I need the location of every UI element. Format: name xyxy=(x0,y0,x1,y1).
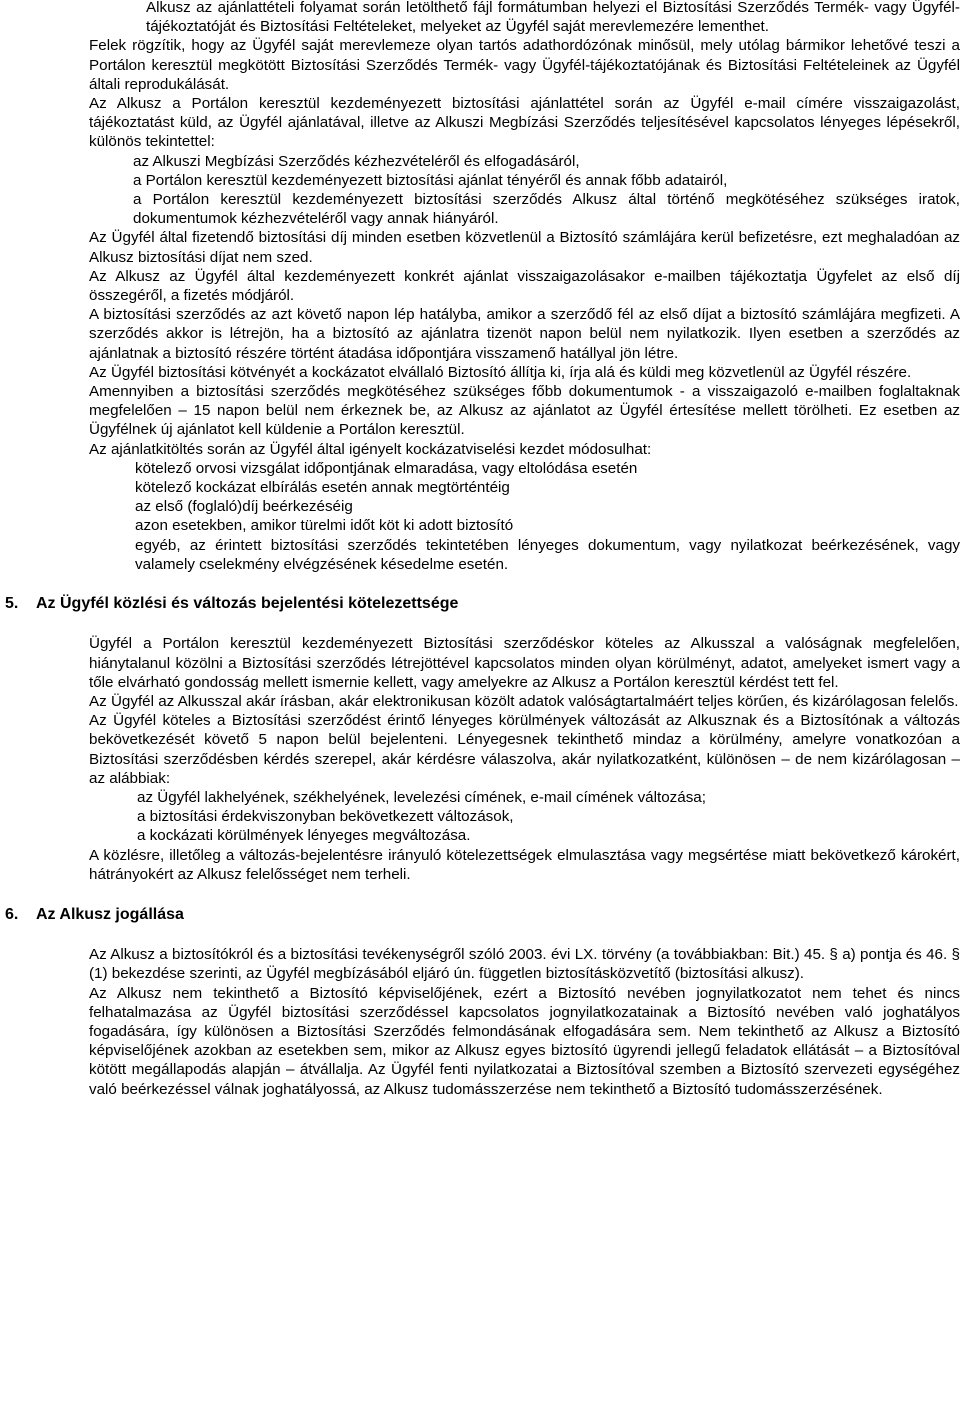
clause-text: azon esetekben, amikor türelmi időt köt ki adott biztosító xyxy=(135,517,514,535)
clause-4-8 xyxy=(0,305,960,363)
clause-4-6 xyxy=(0,228,960,266)
section-title: Az Ügyfél közlési és változás bejelentési kötelezettsége xyxy=(36,595,459,613)
clause-text: Amennyiben a biztosítási szerződés megkötéséhez szükséges főbb dokumentumok - a visszaigazoló e-mailben foglaltaknak megfelelően – 15 napon belül nem érkeznek be, az Alkusz az ajánlatot az Ügyfél értesítése mellett törölheti. Ez esetben az Ügyfélnek új ajánlatot kell küldenie a Portálon keresztül. xyxy=(89,383,960,439)
clause-text: Az Alkusz az Ügyfél által kezdeményezett konkrét ajánlat visszaigazolásakor e-mailben tájékoztatja Ügyfelet az első díj összegéről, a fizetés módjáról. xyxy=(89,267,960,305)
clause-4-5 xyxy=(0,94,960,152)
clause-4-11-5 xyxy=(0,536,960,574)
clause-4-10 xyxy=(0,382,960,440)
clause-text: egyéb, az érintett biztosítási szerződés tekintetében lényeges dokumentum, vagy nyilatkozat beérkezésének, vagy valamely cselekmény elvégzésének késedelme esetén. xyxy=(135,536,960,573)
clause-4-5-3 xyxy=(0,190,960,228)
spacer xyxy=(0,613,960,634)
clause-4-7 xyxy=(0,267,960,305)
clause-5-3-3 xyxy=(0,826,960,845)
clause-text: A biztosítási szerződés az azt követő napon lép hatályba, amikor a szerződő fél az első díjat a biztosító számlájára megfizeti. A szerződés akkor is létrejön, ha a biztosító az ajánlatra tizenöt napon belül nem nyilatkozik. Ilyen esetben a szerződés az ajánlatnak a biztosító részére történt átadása időpontjára visszamenő hatállyal jön létre. xyxy=(89,306,960,362)
clause-6-2 xyxy=(0,984,960,1099)
clause-5-3-1 xyxy=(0,788,960,807)
clause-text: kötelező orvosi vizsgálat időpontjának elmaradása, vagy eltolódása esetén xyxy=(135,459,638,477)
clause-text: a biztosítási érdekviszonyban bekövetkezett változások, xyxy=(137,808,514,826)
clause-4-9 xyxy=(0,363,960,382)
clause-4-11 xyxy=(0,440,960,459)
clause-5-2 xyxy=(0,692,960,711)
clause-text: az első (foglaló)díj beérkezéséig xyxy=(135,498,353,516)
clause-text: a Portálon keresztül kezdeményezett biztosítási ajánlat tényéről és annak főbb adatairól, xyxy=(133,171,728,189)
section-5-heading xyxy=(0,594,960,613)
clause-text: az Alkuszi Megbízási Szerződés kézhezvételéről és elfogadásáról, xyxy=(133,152,580,170)
clause-text: Az Alkusz nem tekinthető a Biztosító képviselőjének, ezért a Biztosító nevében jognyilatkozatot nem tehet és nincs felhatalmazása az Ügyfél biztosítási szerződéssel kapcsolatos jognyilatkozatainak a Biztosító nevében való joghatályos fogadására, így különösen a Biztosítási Szerződés felmondásának elfogadására sem. Nem tekinthető az Alkusz a Biztosító képviselőjének azokban az esetekben sem, mikor az Alkusz egyes biztosító ügyrendi jellegű feladatok ellátását – a Biztosítóval kötött megállapodás alapján – átvállalja. Az Ügyfél fenti nyilatkozatai a Biztosítóval szemben a Biztosító szervezeti egységéhez való beérkezéssel válnak joghatályossá, az Alkusz tudomásszerzése nem tekinthető a Biztosító tudomásszerzésének. xyxy=(89,984,960,1098)
clause-4-11-3 xyxy=(0,497,960,516)
section-6-heading xyxy=(0,905,960,924)
clause-text: az Ügyfél lakhelyének, székhelyének, levelezési címének, e-mail címének változása; xyxy=(137,788,706,806)
clause-text: a Portálon keresztül kezdeményezett biztosítási szerződés Alkusz által történő megkötéséhez szükséges iratok, dokumentumok kézhezvételéről vagy annak hiányáról. xyxy=(133,191,960,228)
clause-text: Az ajánlatkitöltés során az Ügyfél által igényelt kockázatviselési kezdet módosulhat: xyxy=(89,440,652,458)
clause-text: Az Ügyfél az Alkusszal akár írásban, akár elektronikusan közölt adatok valóságtartalmáért teljes körűen, és kizárólagosan felelős. xyxy=(89,692,959,710)
clause-text: Ügyfél a Portálon keresztül kezdeményezett Biztosítási szerződéskor köteles az Alkusszal a valóságnak megfelelően, hiánytalanul közölni a Biztosítási szerződés létrejöttével kapcsolatos minden olyan körülményt, adatot, amelyeket ismert vagy a tőle elvárható gondosság mellett ismernie kellett, vagy amelyekre az Alkusz a Portálon keresztül kérdést tett fel. xyxy=(89,635,960,691)
clause-5-3-2 xyxy=(0,807,960,826)
clause-text: Az Ügyfél köteles a Biztosítási szerződést érintő lényeges körülmények változását az Alkusznak és a Biztosítónak a változás bekövetkezését követő 5 napon belül bejelenteni. Lényegesnek tekinthető mindaz a körülmény, amelyre vonatkozóan a Biztosítási szerződésben kérdés szerepel, akár kérdésre válaszolva, akár nyilatkozatként, különösen – de nem kizárólagosan – az alábbiak: xyxy=(89,712,960,787)
clause-text: a kockázati körülmények lényeges megváltozása. xyxy=(137,827,471,845)
spacer xyxy=(0,884,960,905)
clause-4-4 xyxy=(0,36,960,94)
clause-text: Az Alkusz a Portálon keresztül kezdeményezett biztosítási ajánlattétel során az Ügyfél e-mail címére visszaigazolást, tájékoztatást küld, az Ügyfél ajánlatával, illetve az Alkuszi Megbízási Szerződés teljesítésével kapcsolatos lényeges lépésekről, különös tekintettel: xyxy=(89,95,960,151)
clause-text: kötelező kockázat elbírálás esetén annak megtörténtéig xyxy=(135,479,510,497)
clause-5-1 xyxy=(0,634,960,692)
clause-4-3-2 xyxy=(0,0,960,36)
clause-4-11-2 xyxy=(0,478,960,497)
clause-text: Az Alkusz a biztosítókról és a biztosítási tevékenységről szóló 2003. évi LX. törvény (a továbbiakban: Bit.) 45. § a) pontja és 46. § (1) bekezdése szerinti, az Ügyfél megbízásából eljáró ún. független biztosításközvetítő (biztosítási alkusz). xyxy=(89,946,960,983)
clause-text: A közlésre, illetőleg a változás-bejelentésre irányuló kötelezettségek elmulasztása vagy megsértése miatt bekövetkező károkért, hátrányokért az Alkusz felelősséget nem terheli. xyxy=(89,846,960,883)
section-title: Az Alkusz jogállása xyxy=(36,905,184,923)
clause-text: Az Ügyfél által fizetendő biztosítási díj minden esetben közvetlenül a Biztosító számlájára kerül befizetésre, ezt meghaladóan az Alkusz biztosítási díjat nem szed. xyxy=(89,229,960,266)
clause-5-3 xyxy=(0,711,960,788)
clause-4-11-4 xyxy=(0,516,960,535)
clause-4-5-1 xyxy=(0,152,960,171)
clause-4-5-2 xyxy=(0,171,960,190)
spacer xyxy=(0,574,960,594)
clause-5-4 xyxy=(0,846,960,884)
clause-4-11-1 xyxy=(0,459,960,478)
clause-text: Felek rögzítik, hogy az Ügyfél saját merevlemeze olyan tartós adathordózónak minősül, mely utólag bármikor lehetővé teszi a Portálon keresztül megkötött Biztosítási Szerződés Termék- vagy Ügyfél-tájékoztatójának és Biztosítási Feltételeinek az Ügyfél általi reprodukálását. xyxy=(89,37,960,93)
spacer xyxy=(0,924,960,945)
section-number: 6. xyxy=(5,905,19,923)
clause-text: Az Ügyfél biztosítási kötvényét a kockázatot elvállaló Biztosító állítja ki, írja alá és küldi meg közvetlenül az Ügyfél részére. xyxy=(89,363,912,381)
section-number: 5. xyxy=(5,595,19,613)
clause-text: Alkusz az ajánlattételi folyamat során letölthető fájl formátumban helyezi el Biztosítási Szerződés Termék- vagy Ügyfél-tájékoztatóját és Biztosítási Feltételeket, melyeket az Ügyfél saját merevlemezére lementhet. xyxy=(146,0,960,36)
clause-6-1 xyxy=(0,945,960,983)
